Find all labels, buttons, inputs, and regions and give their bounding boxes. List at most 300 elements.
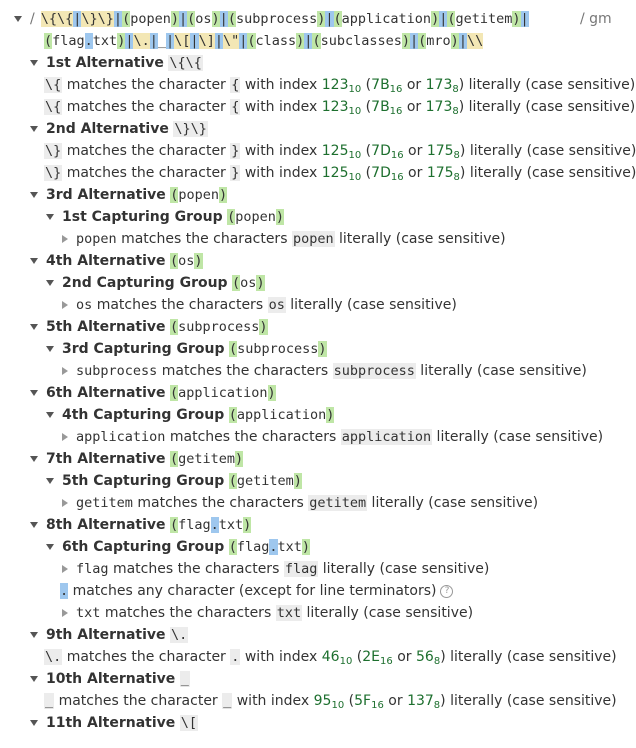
paren-open: ( [169,517,179,533]
regex-token: subclasses [320,33,402,49]
regex-token: \} [81,11,98,27]
regex-token: subprocess [235,11,318,27]
code-text: getitem [178,451,236,467]
explanation-row [60,294,457,316]
collapse-toggle-icon[interactable] [30,522,38,528]
explanation-row [60,492,538,514]
oct-base: 8 [452,84,459,95]
alternative-label: 6th Alternative [46,385,166,401]
paren-close: ) [243,517,252,533]
regex-token: ) [317,11,326,27]
dot-desc: matches any character (except for line terminators) [68,583,437,599]
oct-base: 8 [452,106,459,117]
hex-base: 16 [390,172,404,183]
alternative-label: 11th Alternative [46,715,176,731]
expand-toggle-icon[interactable] [62,433,68,441]
regex-token: ( [187,11,196,27]
code-text: txt [218,517,244,533]
explanation-row: _ matches the character _ with index $95_{10}$ ($5F_{16}$ or $137_8$) literally (case sensitive) [45,693,617,711]
char-value: } [231,143,240,159]
dot-token: . [210,517,219,533]
regex-token: application [341,11,432,27]
hex-base: 16 [389,106,403,117]
regex-token: _ [157,33,167,49]
regex-token: mro [426,33,451,49]
char-hex [371,77,402,93]
regex-token: | [149,33,158,49]
literal-desc: matches the characters [157,363,333,379]
explanation-row [46,536,310,558]
regex-token: | [178,11,188,27]
regex-token: \] [198,33,215,49]
alternative-code: \. [170,627,188,643]
code-text: popen [235,209,276,225]
paren-close: ) [259,319,268,335]
alternative-label: 4th Alternative [46,253,166,269]
paren-open: ( [228,539,237,555]
regex-token: | [166,33,175,49]
code-text: txt [277,539,302,555]
regex-token: ) [117,33,126,49]
explanation-row [60,360,587,382]
regex-token: | [239,33,248,49]
code-text: application [236,407,327,423]
index-base: 10 [348,172,362,183]
group-code [229,539,310,555]
explanation-row [30,668,190,690]
alternative-label: 10th Alternative [46,671,176,687]
regex-token: ) [431,11,440,27]
regex-token: \} [97,11,114,27]
alternative-code: \{\{ [169,55,202,71]
char-index [322,77,361,93]
explanation-row [30,250,203,272]
group-code [229,407,335,423]
hex-base: 16 [389,84,403,95]
char-desc: matches the character [62,99,231,115]
regex-line [44,30,483,52]
oct-value: 173 [425,77,453,93]
group-label: 6th Capturing Group [62,539,225,555]
expand-toggle-icon[interactable] [62,235,68,243]
paren-close: ) [219,187,228,203]
explanation-row [46,404,334,426]
collapse-toggle-icon[interactable] [46,478,54,484]
literal-end: literally (case sensitive) [285,297,457,313]
collapse-toggle-icon[interactable] [46,214,54,220]
literal-desc: matches the characters [165,429,341,445]
hex-value: 7B [371,77,390,93]
oct-base: 8 [433,656,441,667]
collapse-toggle-icon[interactable] [30,632,38,638]
oct-value: 56 [415,649,434,665]
literal-end: literally (case sensitive) [367,495,539,511]
index-base: 10 [331,700,345,711]
explanation-row: \} matches the character } with index $125_{10}$ ($7D_{16}$ or $175_8$) literally (case sensitive) [45,165,636,183]
literally-text: ) literally (case sensitive) [440,693,617,709]
char-token: \{ [45,77,62,93]
char-value: . [231,649,240,665]
regex-token: | [325,11,334,27]
regex-token: \. [133,33,150,49]
alternative-code [170,187,227,203]
literal-token: subprocess [76,363,158,379]
paren-open: ( [169,385,179,401]
regex-token: txt [92,33,118,49]
regex-token: | [439,11,448,27]
dot-token: . [60,583,69,599]
explanation-row [60,228,506,250]
literal-end: literally (case sensitive) [334,231,506,247]
hex-base: 16 [390,150,404,161]
alternative-code [170,385,276,401]
paren-close: ) [318,341,327,357]
regex-token: ) [170,11,179,27]
literal-end: literally (case sensitive) [432,429,604,445]
explanation-row [30,316,268,338]
alternative-label: 9th Alternative [46,627,166,643]
char-value: _ [223,693,232,709]
collapse-toggle-icon[interactable] [46,346,54,352]
oct-value: 137 [407,693,434,709]
literal-end: literally (case sensitive) [415,363,587,379]
code-text: flag [178,517,211,533]
regex-token: ( [44,33,53,49]
oct-base: 8 [453,150,460,161]
regex-token: ) [512,11,521,27]
hex-base: 16 [371,700,384,711]
index-value: 123 [321,77,349,93]
explanation-row [46,470,302,492]
oct-value: 175 [426,165,454,181]
paren-close: ) [301,539,311,555]
char-token: \. [45,649,62,665]
char-index [322,99,361,115]
char-oct [427,165,460,181]
explanation-row [46,272,265,294]
regex-flags: / gm [580,11,612,27]
char-oct [407,693,440,709]
literal-end: literally (case sensitive) [318,561,490,577]
char-token: _ [45,693,54,709]
with-index: with index [232,693,314,709]
paren-open: ( [228,341,238,357]
group-label: 5th Capturing Group [62,473,225,489]
char-hex [371,143,403,159]
regex-token: \{ [56,11,74,27]
literally-text: ) literally (case sensitive) [440,649,617,665]
alternative-label: 3rd Alternative [46,187,166,203]
oct-value: 175 [426,143,454,159]
dot-token: . [269,539,278,555]
char-desc: matches the character [62,143,231,159]
group-label: 4th Capturing Group [62,407,225,423]
alternative-code: \[ [180,715,197,731]
regex-token: ) [211,11,220,27]
or-word: or [402,99,426,115]
index-base: 10 [348,150,362,161]
char-value: } [231,165,240,181]
regex-token: | [410,33,419,49]
regex-token: ( [227,11,236,27]
regex-token: \" [222,33,240,49]
regex-token: | [73,11,82,27]
index-value: 46 [321,649,340,665]
char-hex [371,99,402,115]
index-base: 10 [339,656,353,667]
regex-token: class [255,33,297,49]
or-word: or [403,165,427,181]
with-index: with index [240,649,322,665]
explanation-row [60,558,489,580]
index-value: 123 [321,99,349,115]
group-code [229,341,327,357]
group-code [229,473,302,489]
or-word: or [383,693,408,709]
char-token: \{ [45,99,62,115]
with-index: with index [240,165,322,181]
group-label: 3rd Capturing Group [62,341,225,357]
expand-toggle-icon[interactable] [62,367,68,375]
hex-value: 7D [371,165,391,181]
regex-token: \[ [174,33,191,49]
group-code [227,209,284,225]
alternative-code: _ [180,671,189,687]
with-index: with index [240,77,322,93]
collapse-toggle-icon[interactable] [46,412,54,418]
literal-token: popen [76,231,117,247]
alternative-code [170,253,203,269]
paren-open: ( [228,473,237,489]
explanation-row [30,448,243,470]
group-code [232,275,265,291]
regex-line [14,8,529,30]
regex-token: getitem [455,11,513,27]
regex-token: | [458,33,467,49]
index-base: 10 [348,106,362,117]
alternative-code [170,451,243,467]
literal-token: application [76,429,166,445]
expand-toggle-icon[interactable] [62,499,68,507]
regex-token: | [304,33,313,49]
char-token: \} [45,143,62,159]
char-desc: matches the character [62,649,231,665]
alternative-label: 2nd Alternative [46,121,169,137]
oct-value: 173 [425,99,453,115]
char-oct [426,99,459,115]
paren-close: ) [235,451,244,467]
regex-token: | [219,11,228,27]
literal-token: txt [76,605,101,621]
index-base: 10 [348,84,362,95]
index-value: 125 [321,143,349,159]
literal-end: literally (case sensitive) [302,605,474,621]
regex-token: ) [450,33,459,49]
code-text: os [178,253,195,269]
alternative-code: \}\} [174,121,207,137]
paren-open: ( [169,319,179,335]
collapse-toggle-icon[interactable] [46,280,54,286]
oct-base: 8 [433,700,441,711]
explanation-row: \{ matches the character { with index $123_{10}$ ($7B_{16}$ or $173_8$) literally (case sensitive) [45,77,636,95]
explanation-row [60,602,473,624]
help-icon[interactable]: ? [440,585,453,598]
collapse-toggle-icon[interactable] [30,456,38,462]
collapse-toggle-icon[interactable] [30,720,38,726]
regex-token: ( [122,11,131,27]
literal-chars: txt [276,605,302,621]
expand-toggle-icon[interactable] [62,301,68,309]
char-oct [426,77,459,93]
char-desc: matches the character [62,77,231,93]
group-label: 2nd Capturing Group [62,275,228,291]
collapse-toggle-icon[interactable] [30,676,38,682]
or-word: or [392,649,416,665]
with-index: with index [240,143,322,159]
explanation-row [60,580,453,602]
paren-close: ) [194,253,203,269]
explanation-row [46,338,327,360]
explanation-row [60,426,603,448]
alternative-code [170,517,251,533]
regex-token: | [190,33,199,49]
literal-chars: os [268,297,285,313]
explanation-row [30,184,227,206]
hex-value: 7D [371,143,391,159]
explanation-row [30,624,188,646]
paren-open: ( [169,253,179,269]
collapse-toggle-icon[interactable] [30,390,38,396]
regex-token: ( [333,11,342,27]
literal-token: getitem [76,495,133,511]
regex-token: | [214,33,223,49]
code-text: subprocess [237,341,319,357]
literal-desc: matches the characters [132,495,309,511]
expand-toggle-icon[interactable] [62,609,68,617]
expand-toggle-icon[interactable] [62,565,68,573]
code-text: getitem [236,473,294,489]
collapse-toggle-icon[interactable] [30,324,38,330]
paren-open: ( [170,187,179,203]
literally-text: ) literally (case sensitive) [459,165,636,181]
regex-token: ( [312,33,321,49]
with-index: with index [240,99,322,115]
paren-open: ( [232,275,241,291]
char-oct [427,143,460,159]
literally-text: ) literally (case sensitive) [459,143,636,159]
literal-chars: subprocess [333,363,415,379]
regex-token: \\ [466,33,484,49]
explanation-row [46,206,284,228]
paren-close: ) [267,385,276,401]
explanation-row [30,382,276,404]
alternative-label: 8th Alternative [46,517,166,533]
regex-token: popen [130,11,171,27]
hex-base: 16 [380,656,393,667]
literally-text: ) literally (case sensitive) [458,77,636,93]
literal-chars: popen [292,231,334,247]
alternative-label: 7th Alternative [46,451,166,467]
paren-close: ) [326,407,335,423]
char-index [322,143,361,159]
collapse-toggle-icon[interactable] [30,60,38,66]
alternative-code [170,319,268,335]
char-token: \} [45,165,62,181]
literal-chars: flag [284,561,318,577]
index-value: 125 [321,165,349,181]
char-hex [362,649,393,665]
regex-token: | [125,33,134,49]
literally-text: ) literally (case sensitive) [458,99,636,115]
char-hex [354,693,384,709]
char-oct [416,649,440,665]
collapse-toggle-icon[interactable] [30,126,38,132]
literal-token: flag [76,561,109,577]
char-value: { [231,99,240,115]
char-index [314,693,345,709]
explanation-row [30,118,208,140]
literal-desc: matches the characters [116,231,292,247]
regex-token: | [520,11,529,27]
char-index [322,165,361,181]
or-word: or [402,77,426,93]
regex-token: ) [401,33,410,49]
code-text: application [178,385,268,401]
collapse-toggle-icon[interactable] [46,544,54,550]
explanation-row [30,514,251,536]
or-word: or [403,143,427,159]
literal-desc: matches the characters [108,561,284,577]
index-value: 95 [313,693,332,709]
char-desc: matches the character [54,693,223,709]
explanation-row [30,712,198,734]
literal-desc: matches the characters [100,605,276,621]
paren-open: ( [169,451,179,467]
paren-open: ( [227,209,236,225]
literal-token: os [76,297,93,313]
regex-token: flag [52,33,85,49]
code-text: popen [178,187,220,203]
paren-close: ) [293,473,302,489]
regex-token: ( [247,33,256,49]
char-value: { [231,77,240,93]
collapse-toggle-icon[interactable] [30,192,38,198]
hex-value: 2E [362,649,381,665]
explanation-row: \{ matches the character { with index $123_{10}$ ($7B_{16}$ or $173_8$) literally (case sensitive) [45,99,636,117]
char-desc: matches the character [62,165,231,181]
explanation-row: \} matches the character } with index $125_{10}$ ($7D_{16}$ or $175_8$) literally (case sensitive) [45,143,636,161]
code-text: os [240,275,257,291]
regex-token: ( [418,33,427,49]
regex-open-slash: / [30,11,35,27]
regex-token: \{ [40,11,57,27]
alternative-label: 1st Alternative [46,55,164,71]
regex-token: . [84,33,93,49]
paren-close: ) [256,275,265,291]
hex-value: 5F [354,693,372,709]
code-text: flag [236,539,270,555]
char-index [322,649,353,665]
literal-chars: getitem [309,495,367,511]
paren-open: ( [228,407,237,423]
regex-token: ( [447,11,456,27]
collapse-toggle-icon[interactable] [14,16,22,22]
regex-token: ) [296,33,305,49]
hex-value: 7B [371,99,390,115]
collapse-toggle-icon[interactable] [30,258,38,264]
regex-token: | [113,11,123,27]
literal-desc: matches the characters [92,297,268,313]
